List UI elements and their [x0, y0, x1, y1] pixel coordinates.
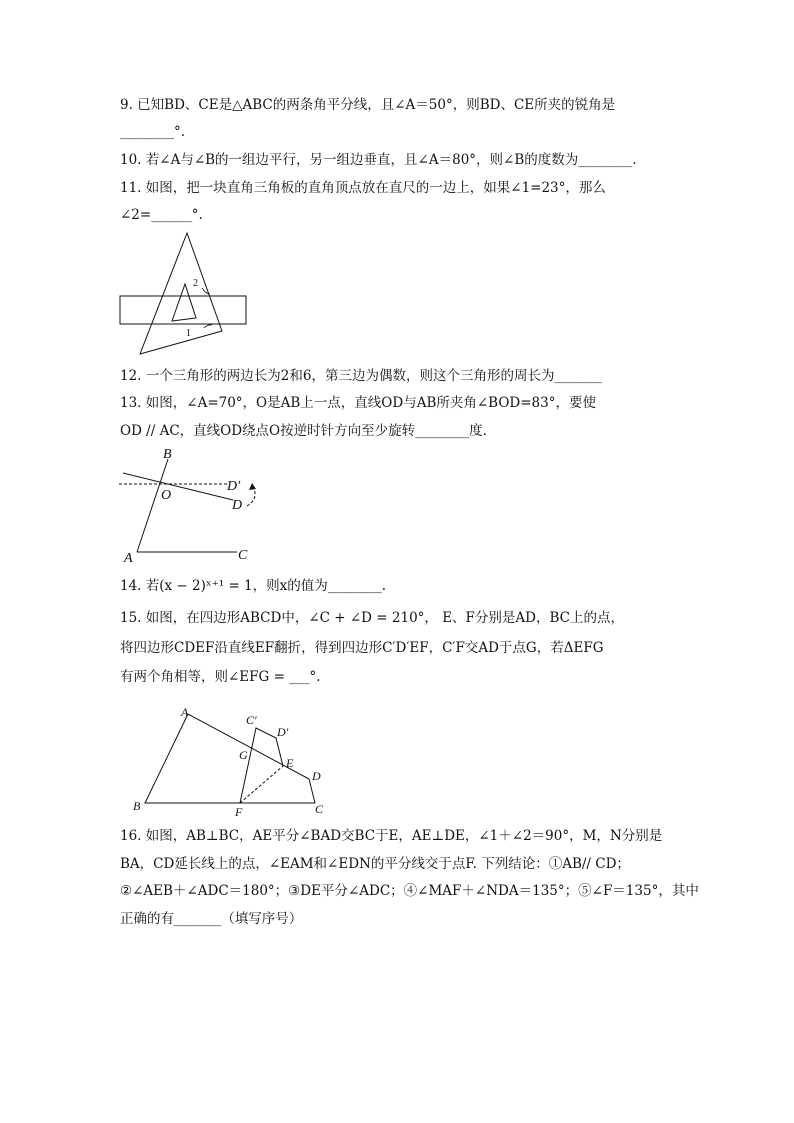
problem-16-line-2: BA，CD延长线上的点，∠EAM和∠EDN的平分线交于点F. 下列结论：①AB// CD；	[120, 856, 630, 872]
label-D-prime: D′	[277, 725, 289, 739]
problem-15-figure	[125, 700, 335, 820]
label-C: C	[315, 802, 324, 816]
label-G: G	[239, 748, 248, 762]
label-B: B	[163, 447, 172, 462]
problem-15-line-2: 将四边形CDEF沿直线EF翻折，得到四边形C′D′EF，C′F交AD于点G，若ΔEFG	[120, 640, 604, 656]
problem-16-line-3: ②∠AEB＋∠ADC＝180°；③DE平分∠ADC；④∠MAF＋∠NDA＝135°；⑤∠F＝135°，其中	[120, 883, 699, 899]
problem-9-line-1: 9. 已知BD、CE是△ABC的两条角平分线，且∠A＝50°，则BD、CE所夹的锐角是	[120, 97, 616, 113]
problem-11-figure	[110, 226, 260, 361]
rotation-arrow-head	[249, 483, 256, 490]
problem-14-text: 14. 若(x − 2)ˣ⁺¹ = 1，则x的值为________.	[120, 578, 387, 594]
problem-13-line-2: OD // AC，直线OD绕点O按逆时针方向至少旋转________度.	[120, 423, 487, 439]
problem-11-line-1: 11. 如图，把一块直角三角板的直角顶点放在直尺的一边上，如果∠1=23°，那么	[120, 180, 606, 196]
label-A: A	[181, 705, 189, 719]
problem-16-line-1: 16. 如图，AB⊥BC，AE平分∠BAD交BC于E，AE⊥DE，∠1＋∠2＝90°，M，N分别是	[120, 828, 663, 844]
problem-15-line-1: 15. 如图，在四边形ABCD中，∠C + ∠D = 210°， E、F分别是AD，BC上的点，	[120, 610, 625, 626]
set-square-outer-triangle	[140, 233, 222, 354]
angle-1-label: 1	[186, 328, 191, 339]
angle-2-label: 2	[193, 278, 198, 289]
label-D-prime: D′	[227, 479, 241, 494]
label-B: B	[133, 799, 141, 813]
set-square-inner-triangle	[172, 284, 196, 321]
label-F: F	[235, 805, 243, 819]
problem-10-text: 10. 若∠A与∠B的一组边平行，另一组边垂直，且∠A＝80°，则∠B的度数为________.	[120, 152, 637, 168]
label-D: D	[232, 498, 243, 513]
problem-15-line-3: 有两个角相等，则∠EFG = ___°.	[120, 669, 321, 685]
folded-edges-FCpDpE	[240, 728, 283, 803]
problem-9-answer-blank: ________°.	[120, 124, 186, 140]
problem-13-line-1: 13. 如图，∠A=70°，O是AB上一点，直线OD与AB所夹角∠BOD=83°，要使	[120, 395, 596, 411]
label-E: E	[286, 756, 294, 770]
label-O: O	[161, 488, 172, 503]
label-C-prime: C′	[246, 713, 257, 727]
problem-11-answer-blank: ∠2=______°.	[120, 207, 203, 223]
angle-1-arc	[204, 325, 212, 328]
label-C: C	[238, 548, 248, 563]
label-A: A	[124, 551, 133, 566]
problem-12-text: 12. 一个三角形的两边长为2和6，第三边为偶数，则这个三角形的周长为_______	[120, 368, 602, 384]
line-OD	[123, 473, 233, 500]
segment-AB	[137, 459, 168, 552]
problem-16-line-4: 正确的有_______（填写序号）	[120, 911, 303, 927]
label-D: D	[312, 769, 321, 783]
problem-13-figure	[115, 443, 275, 568]
